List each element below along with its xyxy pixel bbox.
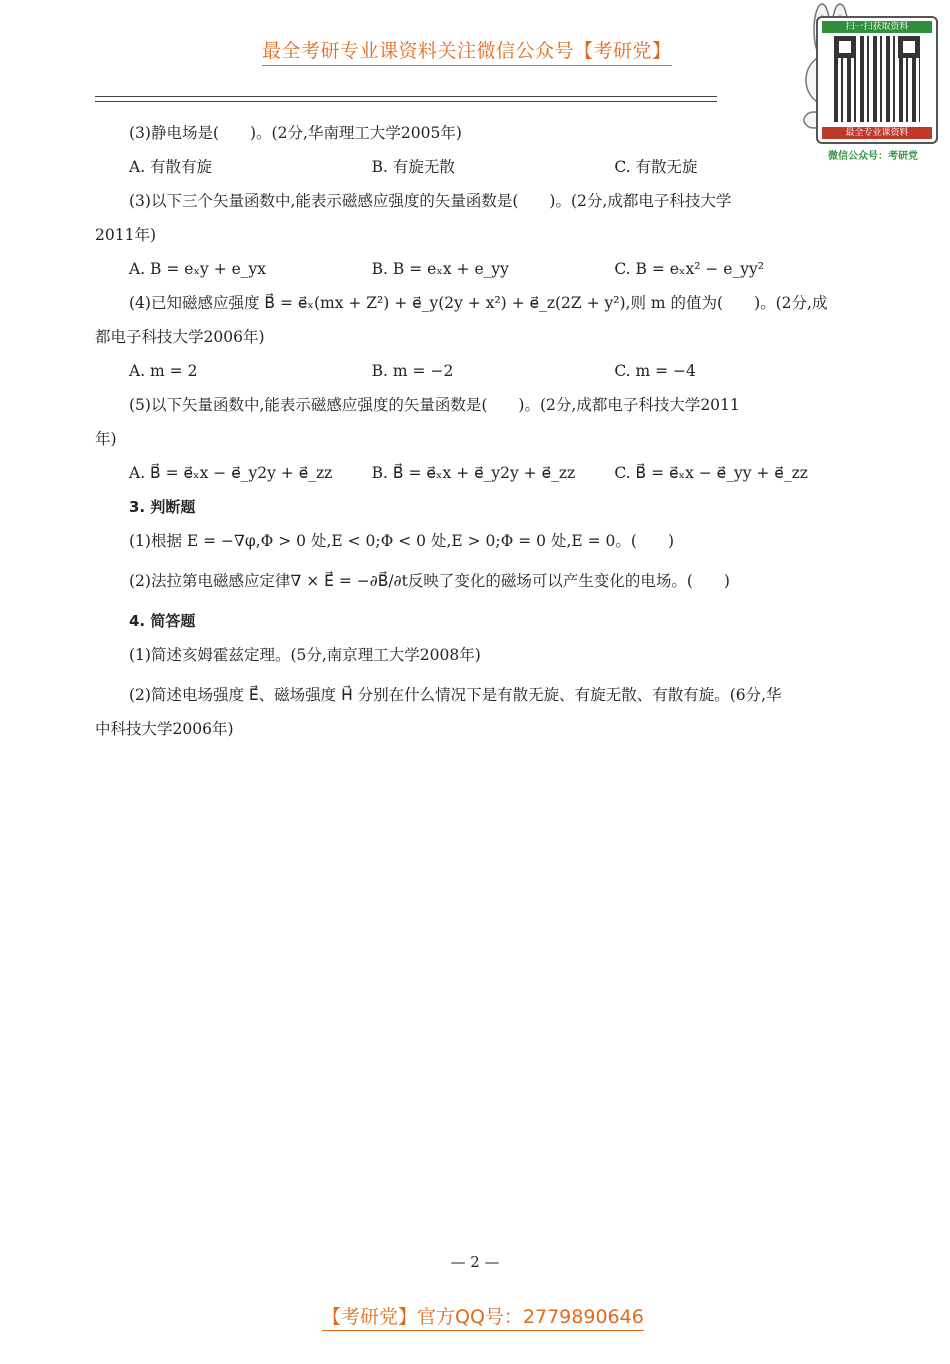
option-c: C. B = eₓx² − e_yy² [614, 260, 764, 278]
short-answer-2: (2)简述电场强度 E⃗、磁场强度 H⃗ 分别在什么情况下是有散无旋、有旋无散、有散有旋。(6分,华 [129, 686, 782, 704]
header-banner: 最全考研专业课资料关注微信公众号【考研党】 [262, 36, 672, 66]
option-c: C. B⃗ = e⃗ₓx − e⃗_yy + e⃗_zz [614, 464, 808, 482]
question-5-options [95, 456, 857, 490]
footer-contact: 【考研党】官方QQ号：2779890646 [322, 1302, 644, 1331]
option-c: C. m = −4 [614, 362, 696, 380]
question-5-continued: 年) [95, 430, 117, 448]
option-a: A. 有散有旋 [129, 158, 213, 176]
option-a: A. B = eₓy + e_yx [129, 260, 267, 278]
judgement-1: (1)根据 E = −∇φ,Φ > 0 处,E < 0;Φ < 0 处,E > 0;Φ = 0 处,E = 0。( ) [129, 532, 675, 550]
section-heading-judgement: 3. 判断题 [129, 498, 196, 516]
option-b: B. B⃗ = e⃗ₓx + e⃗_y2y + e⃗_zz [371, 464, 576, 482]
qr-caption: 微信公众号：考研党 [828, 151, 918, 162]
question-5: (5)以下矢量函数中,能表示磁感应强度的矢量函数是( )。(2分,成都电子科技大学2011 [129, 396, 740, 414]
question-3a-options [95, 150, 857, 184]
short-answer-1: (1)简述亥姆霍兹定理。(5分,南京理工大学2008年) [129, 646, 481, 664]
header-rule [95, 96, 717, 102]
option-a: A. B⃗ = e⃗ₓx − e⃗_y2y + e⃗_zz [129, 464, 333, 482]
option-b: B. m = −2 [371, 362, 454, 380]
qr-code-icon [834, 36, 920, 122]
option-c: C. 有散无旋 [614, 158, 698, 176]
question-3b-options [95, 252, 857, 286]
question-4: (4)已知磁感应强度 B⃗ = e⃗ₓ(mx + Z²) + e⃗_y(2y + x²) + e⃗_z(2Z + y²),则 m 的值为( )。(2分,成 [129, 294, 828, 312]
section-heading-short-answer: 4. 简答题 [129, 612, 196, 630]
qr-top-label: 扫一扫获取资料 [822, 21, 932, 33]
question-3b: (3)以下三个矢量函数中,能表示磁感应强度的矢量函数是( )。(2分,成都电子科技大学 [129, 192, 732, 210]
short-answer-2-continued: 中科技大学2006年) [95, 720, 234, 738]
qr-bottom-label: 最全专业课资料 [822, 127, 932, 139]
question-3b-continued: 2011年) [95, 226, 156, 244]
option-b: B. 有旋无散 [371, 158, 455, 176]
question-4-continued: 都电子科技大学2006年) [95, 328, 265, 346]
option-a: A. m = 2 [129, 362, 198, 380]
question-body [95, 116, 857, 746]
option-b: B. B = eₓx + e_yy [371, 260, 509, 278]
page-number: — 2 — [450, 1253, 500, 1271]
judgement-2: (2)法拉第电磁感应定律∇ × E⃗ = −∂B⃗/∂t反映了变化的磁场可以产生变化的电场。( ) [129, 572, 730, 590]
question-3a: (3)静电场是( )。(2分,华南理工大学2005年) [129, 124, 462, 142]
question-4-options [95, 354, 857, 388]
